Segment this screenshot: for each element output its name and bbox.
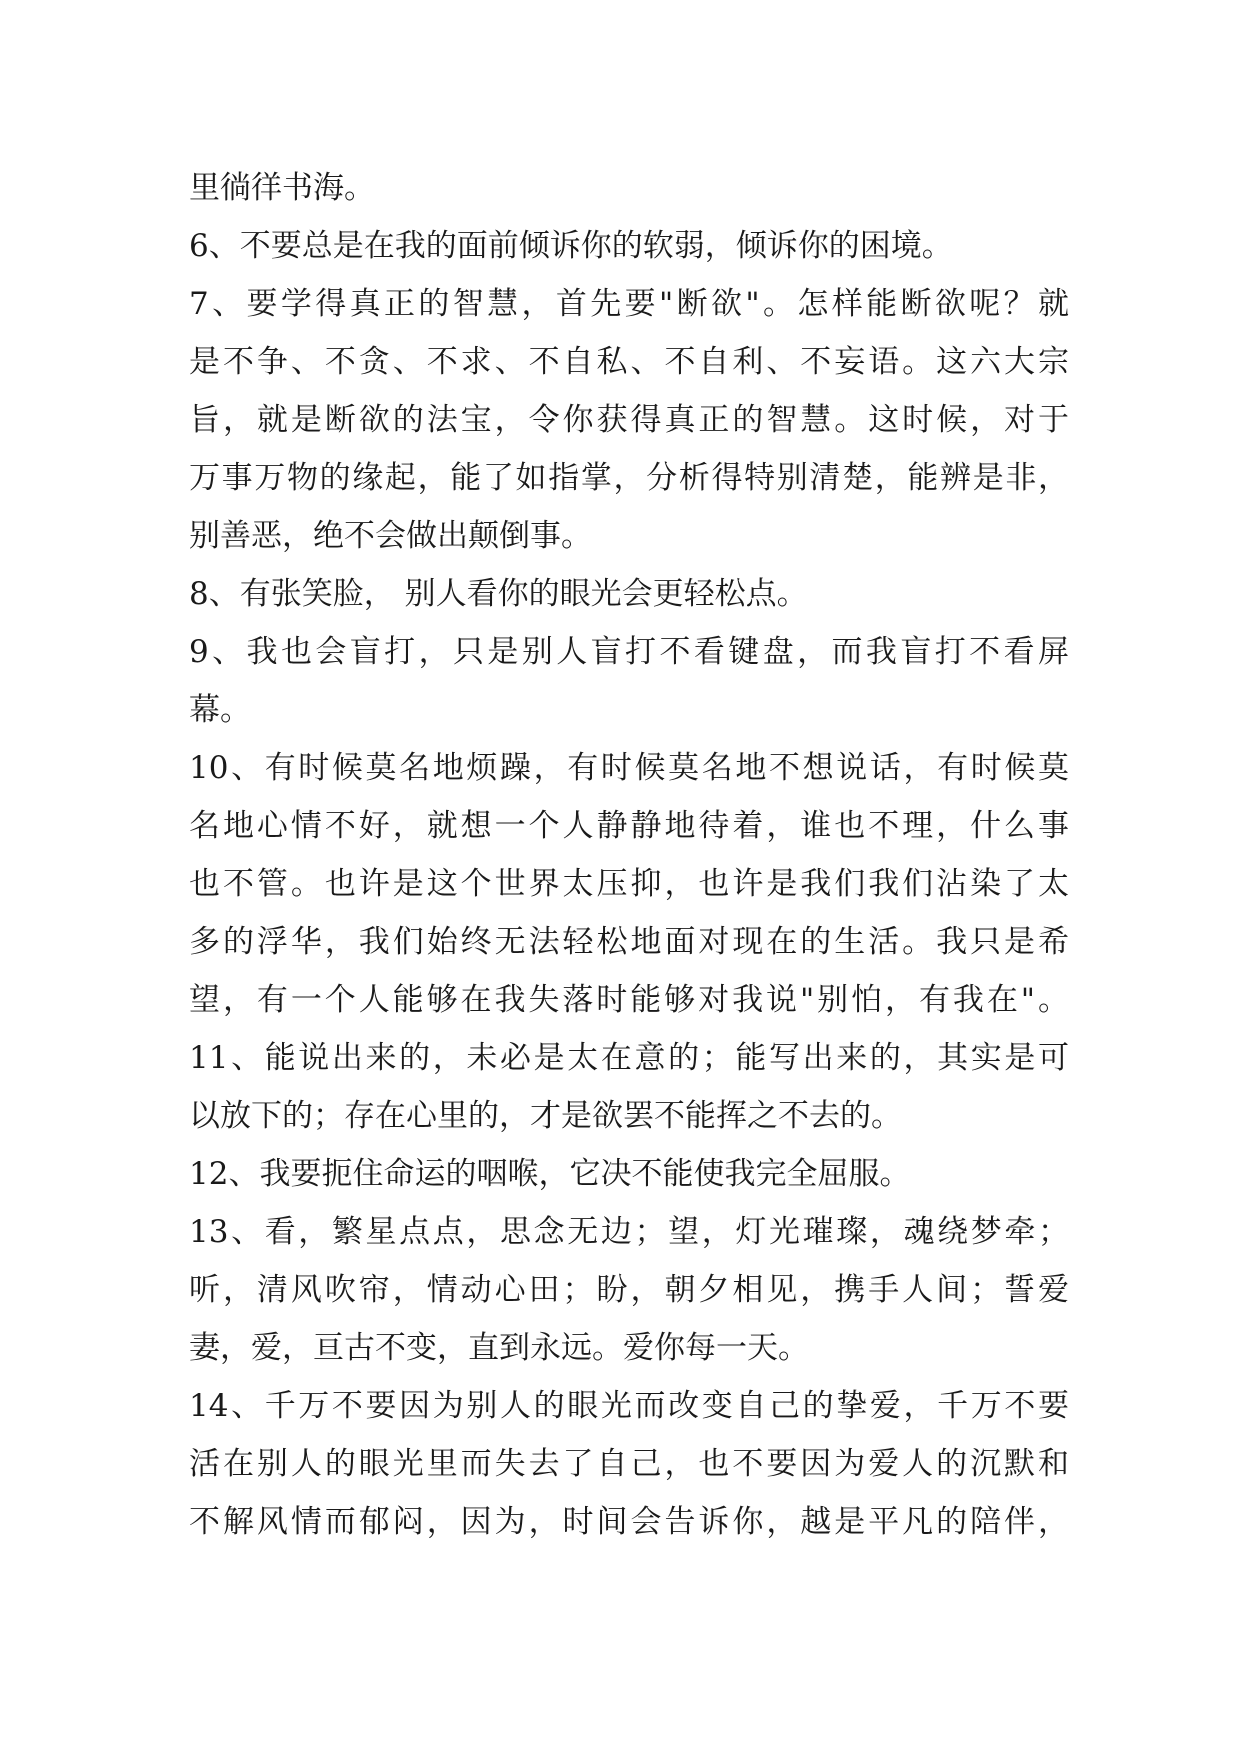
text-line: 14、千万不要因为别人的眼光而改变自己的挚爱，千万不要: [189, 1388, 1069, 1424]
text-line: 7、要学得真正的智慧，首先要"断欲"。怎样能断欲呢？就: [189, 286, 1069, 322]
text-line: 6、不要总是在我的面前倾诉你的软弱，倾诉你的困境。: [189, 228, 953, 264]
text-line: 11、能说出来的，未必是太在意的；能写出来的，其实是可: [189, 1040, 1069, 1076]
text-line: 妻，爱，亘古不变，直到永远。爱你每一天。: [189, 1330, 809, 1366]
text-line: 8、有张笑脸， 别人看你的眼光会更轻松点。: [189, 576, 808, 612]
text-line: 13、看，繁星点点，思念无边；望，灯光璀璨，魂绕梦牵；: [189, 1214, 1069, 1250]
text-line: 多的浮华，我们始终无法轻松地面对现在的生活。我只是希: [189, 924, 1069, 960]
text-line: 以放下的；存在心里的，才是欲罢不能挥之不去的。: [189, 1098, 902, 1134]
text-line: 里徜徉书海。: [189, 170, 375, 206]
text-line: 万事万物的缘起，能了如指掌，分析得特别清楚，能辨是非，: [189, 460, 1069, 496]
text-line: 也不管。也许是这个世界太压抑，也许是我们我们沾染了太: [189, 866, 1069, 902]
text-line: 听，清风吹帘，情动心田；盼，朝夕相见，携手人间；誓爱: [189, 1272, 1069, 1308]
text-line: 别善恶，绝不会做出颠倒事。: [189, 518, 592, 554]
text-line: 是不争、不贪、不求、不自私、不自利、不妄语。这六大宗: [189, 344, 1069, 380]
text-line: 旨，就是断欲的法宝，令你获得真正的智慧。这时候，对于: [189, 402, 1069, 438]
text-line: 9、我也会盲打，只是别人盲打不看键盘，而我盲打不看屏: [189, 634, 1069, 670]
text-line: 10、有时候莫名地烦躁，有时候莫名地不想说话，有时候莫: [189, 750, 1069, 786]
text-line: 不解风情而郁闷，因为，时间会告诉你，越是平凡的陪伴，: [189, 1504, 1069, 1540]
text-line: 活在别人的眼光里而失去了自己，也不要因为爱人的沉默和: [189, 1446, 1069, 1482]
body-text: [189, 159, 1069, 1551]
text-line: 望，有一个人能够在我失落时能够对我说"别怕，有我在"。: [189, 982, 1069, 1018]
text-line: 名地心情不好，就想一个人静静地待着，谁也不理，什么事: [189, 808, 1069, 844]
text-line: 幕。: [189, 692, 251, 728]
text-line: 12、我要扼住命运的咽喉，它决不能使我完全屈服。: [189, 1156, 911, 1192]
